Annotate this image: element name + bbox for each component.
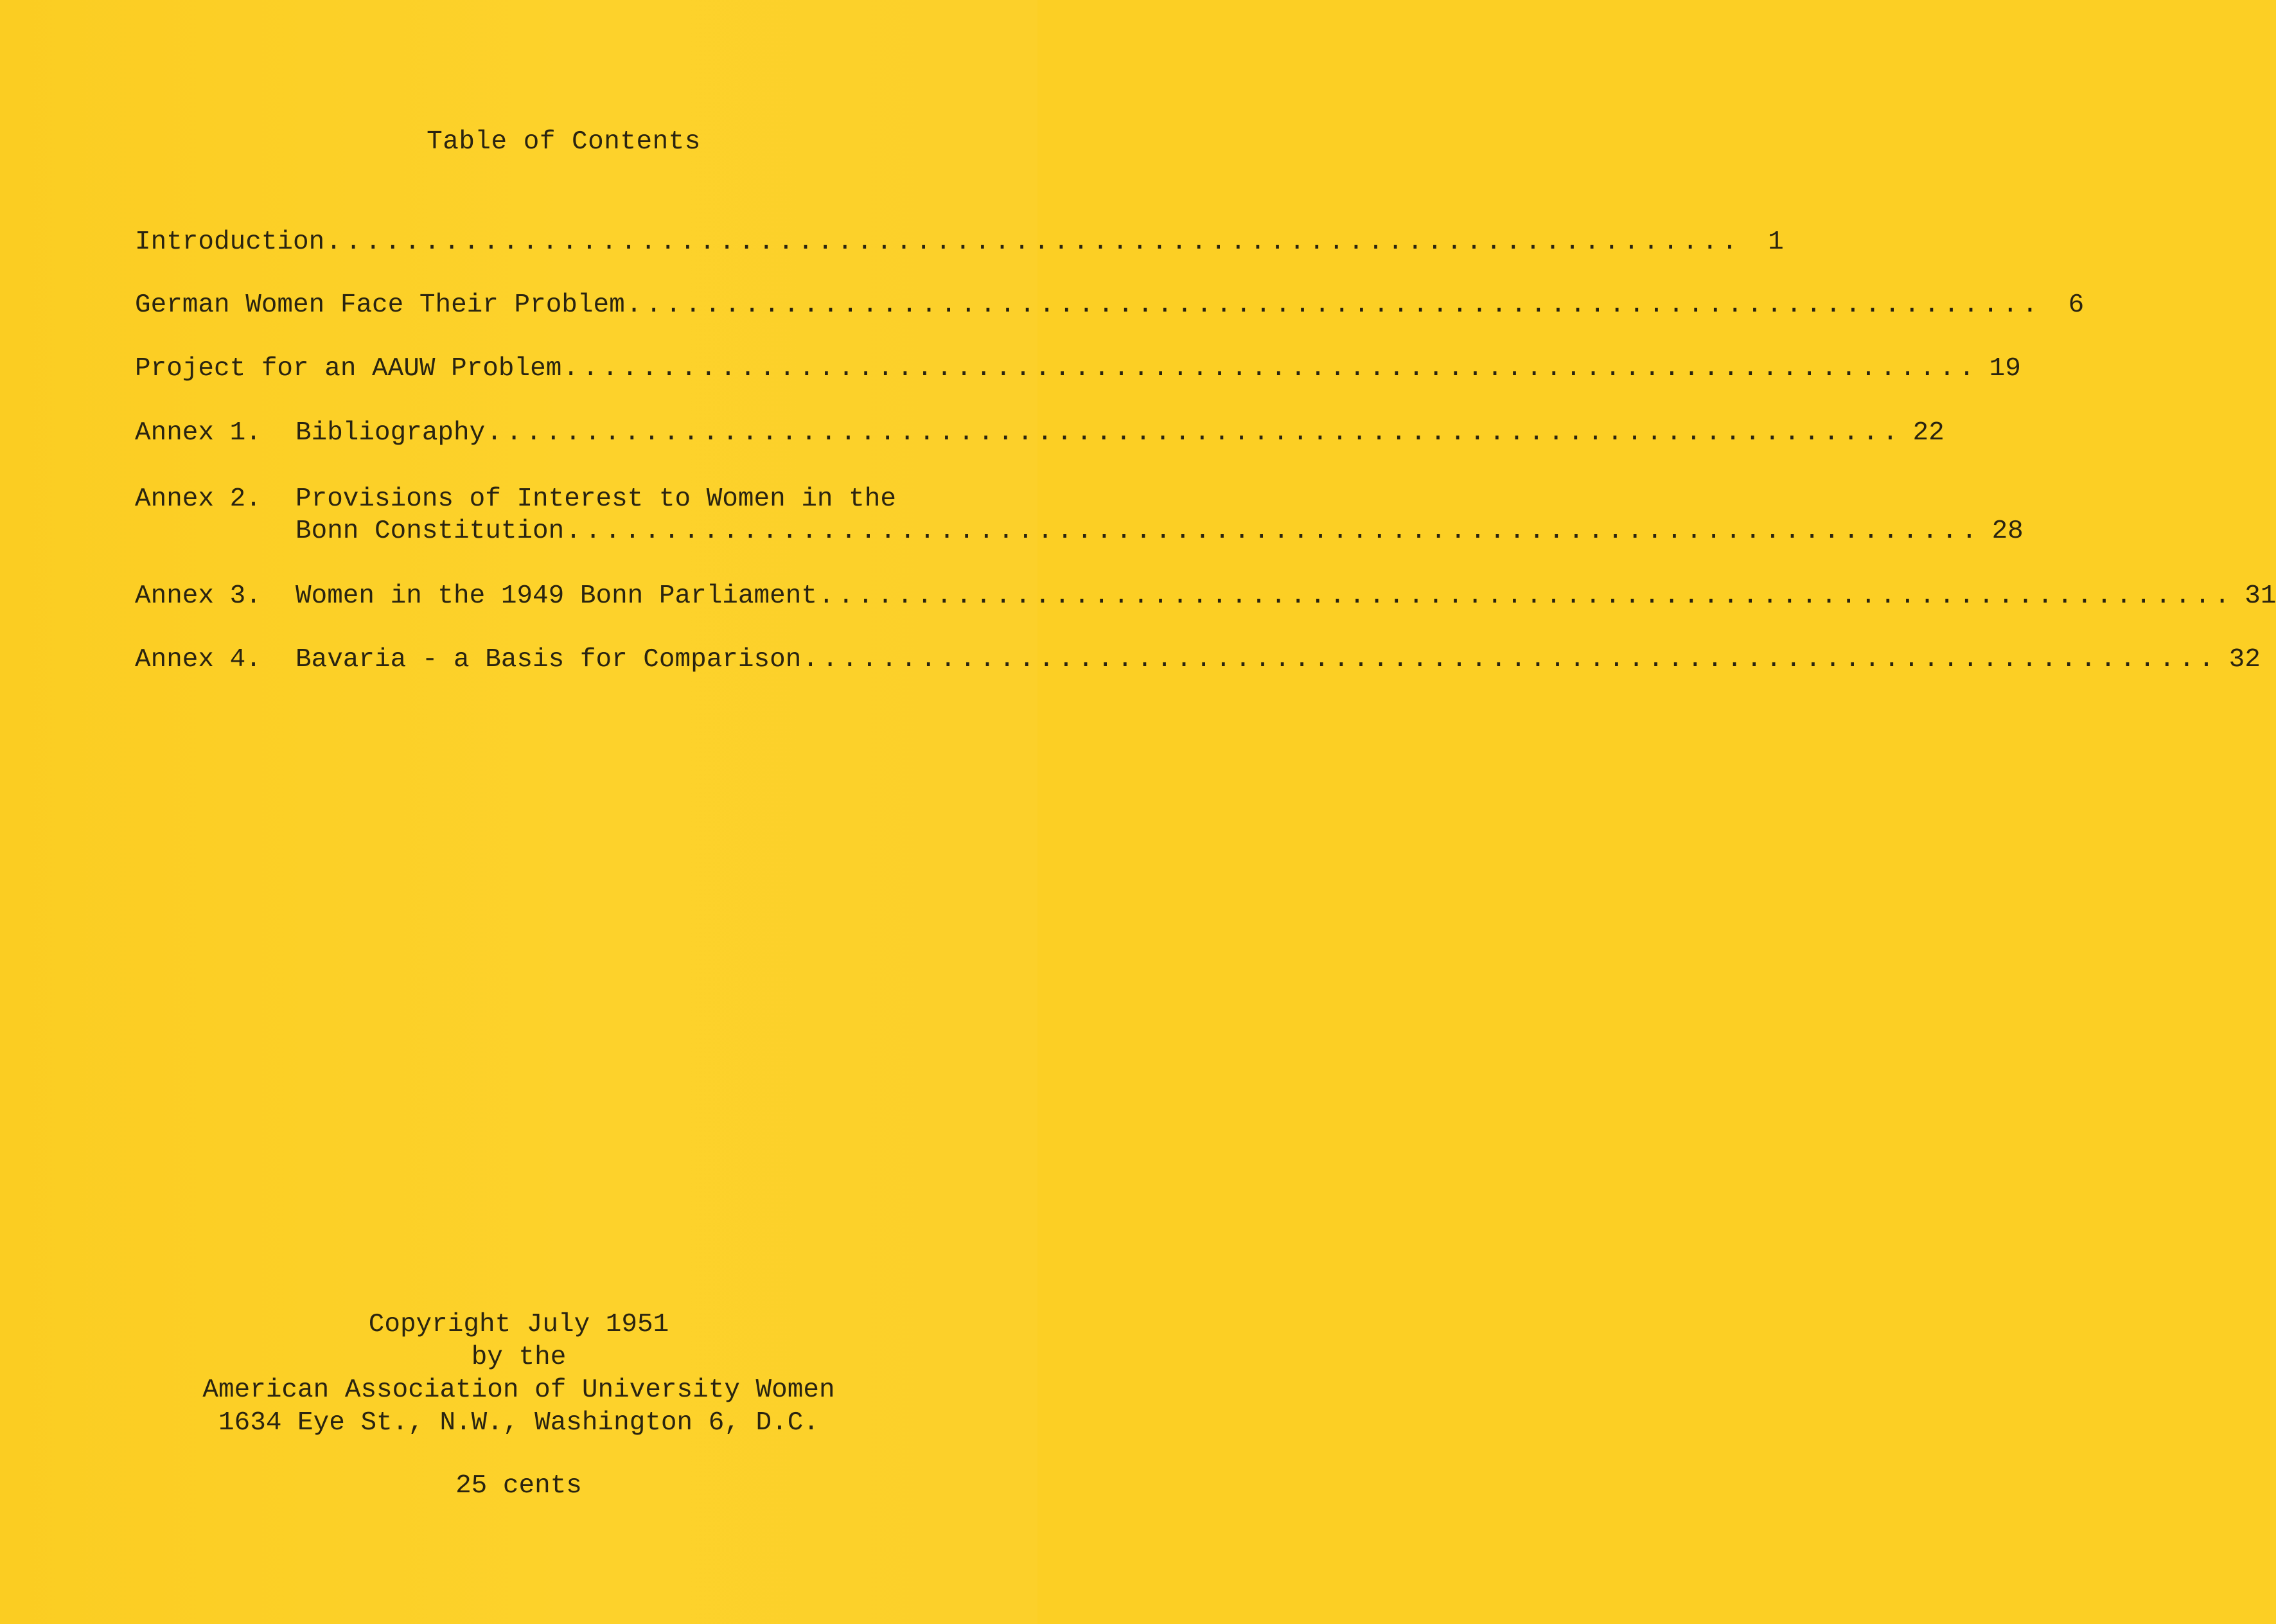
toc-entry-page: 6: [2068, 290, 2085, 320]
toc-entry-text: Bibliography: [296, 418, 486, 448]
copyright-block: [0, 1309, 1037, 1440]
toc-entry-german-women: [135, 289, 2085, 321]
toc-entry-text: Bavaria - a Basis for Comparison: [296, 645, 802, 675]
toc-entry-page: 32: [2228, 645, 2261, 675]
toc-entry-text-continued: Bonn Constitution: [296, 516, 565, 546]
leader-dots: ........................................................................: [486, 418, 1902, 448]
toc-entry-text: German Women Face Their Problem: [135, 290, 625, 320]
toc-entry-project: [135, 353, 2021, 385]
toc-entry-text: Project for an AAUW Problem: [135, 354, 562, 384]
toc-entry-page: 19: [1989, 354, 2021, 384]
toc-entry-introduction: [135, 226, 1784, 258]
toc-entry-annex-1: [135, 417, 1945, 449]
annex-label: Annex 1.: [135, 418, 261, 448]
toc-entry-page: 22: [1912, 418, 1945, 448]
leader-dots: ........................................................................: [326, 227, 1742, 257]
toc-entry-annex-4: [135, 644, 2261, 676]
leader-dots: ........................................................................: [563, 354, 1979, 384]
toc-entry-text: Women in the 1949 Bonn Parliament: [296, 581, 817, 611]
toc-entry-page: 1: [1768, 227, 1784, 257]
toc-entry-page: 28: [1991, 516, 2024, 546]
copyright-line: Copyright July 1951: [368, 1310, 669, 1339]
annex-label: Annex 4.: [135, 645, 261, 675]
leader-dots: ........................................................................: [565, 516, 1981, 546]
by-line: by the: [471, 1343, 567, 1372]
leader-dots: ........................................................................: [802, 645, 2218, 675]
price: 25 cents: [455, 1471, 582, 1501]
leader-dots: ........................................................................: [626, 290, 2042, 320]
toc-title: Table of Contents: [427, 127, 701, 157]
toc-entry-text: Provisions of Interest to Women in the: [296, 484, 896, 514]
toc-entry-annex-3: [135, 580, 2276, 612]
toc-entry-text: Introduction: [135, 227, 325, 257]
publisher-name: American Association of University Women: [202, 1375, 835, 1405]
leader-dots: ........................................................................: [818, 581, 2234, 611]
annex-label: Annex 2.: [135, 484, 261, 514]
annex-label: Annex 3.: [135, 581, 261, 611]
toc-entry-page: 31: [2245, 581, 2276, 611]
publisher-address: 1634 Eye St., N.W., Washington 6, D.C.: [218, 1408, 819, 1438]
toc-entry-annex-2: [135, 483, 2024, 547]
